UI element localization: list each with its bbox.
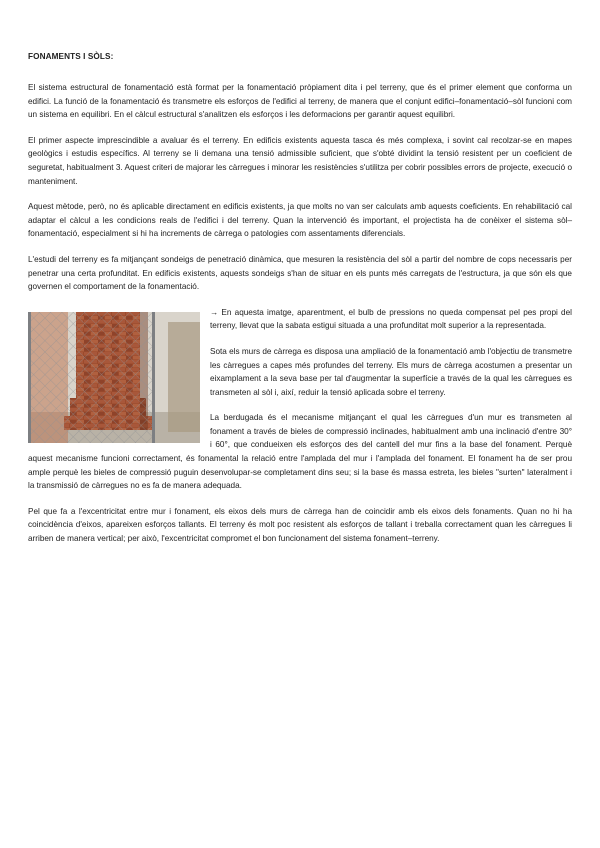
paragraph-7: Pel que fa a l'excentricitat entre mur i fonament, els eixos dels murs de càrrega han de coincidir amb els eixos dels fonaments. Quan no hi ha coincidència d'eixos, apareixen esforços tallants. El terreny és molt poc resistent als esforços de tallant i treballa correctament quan les càrregues li arriben de manera vertical; per això, l'excentricitat compromet el bon funcionament del sistema fonament–terreny. [28, 506, 572, 544]
figure-caption: → En aquesta imatge, aparentment, el bulb de pressions no queda compensat pel pes propi del terreny, llevat que la sabata estigui situada a una profunditat molt superior a la representada. [210, 307, 572, 331]
figure-section [28, 306, 572, 505]
brick-wall-fence-image [28, 312, 200, 443]
page-title: FONAMENTS I SÒLS: [28, 52, 114, 61]
brick-foundation-photo [28, 312, 200, 443]
paragraph-4: L'estudi del terreny es fa mitjançant sondeigs de penetració dinàmica, que mesuren la resistència del sòl a partir del nombre de cops necessaris per penetrar una certa profunditat. En edificis existents, aquests sondeigs s'han de situar en els punts més carregats de l'estructura, ja que són els que governen el comportament de la fonamentació. [28, 254, 572, 292]
paragraph-1: El sistema estructural de fonamentació està format per la fonamentació pròpiament dita i pel terreny, que és el primer element que conforma un edifici. La funció de la fonamentació és transmetre els esforços de l'edifici al terreny, de manera que el conjunt edifici–fonamentació–sòl funcioni com un sistema en equilibri. En el càlcul estructural s'analitzen els esforços i les deformacions per garantir aquest equilibri. [28, 83, 572, 120]
paragraph-6: La berdugada és el mecanisme mitjançant el qual les càrregues d'un mur es transmeten al fonament a través de bieles de compressió inclinades, habitualment amb una inclinació d'entre 30° i 60°, que condueixen els esforços des del cantell del mur fins a la base del fonament. Perquè aquest mecanisme funcioni correctament, és fonamental la relació entre l'amplada del mur i l'amplada del fonament. El fonament ha de ser prou ample perquè les bieles de compressió puguin desenvolupar-se completament dins seu; si la base és massa estreta, les bieles "surten" lateralment i la transmissió de càrregues no es fa de manera adequada. [28, 413, 572, 491]
paragraph-5: Sota els murs de càrrega es disposa una ampliació de la fonamentació amb l'objectiu de transmetre les càrregues a capes més profundes del terreny. Els murs de càrrega acostumen a presentar un eixamplament a la seva base per tal d'augmentar la superfície a través de la qual les càrregues es transmeten al sòl i, així, reduir la tensió aplicada sobre el terreny. [210, 346, 573, 397]
document-page [28, 52, 572, 558]
paragraph-3: Aquest mètode, però, no és aplicable directament en edificis existents, ja que molts no van ser calculats amb aquests coeficients. En rehabilitació cal adaptar el càlcul a les condicions reals de l'edifici i del terreny. Quan la intervenció és important, el projectista ha de conèixer el sistema sòl–fonamentació, especialment si hi ha increments de càrrega o patologies com assentaments diferencials. [28, 202, 572, 239]
paragraph-2: El primer aspecte imprescindible a avaluar és el terreny. En edificis existents aquesta tasca és més complexa, i sovint cal recolzar-se en mapes geològics i estudis específics. Al terreny se li demana una tensió admissible suficient, que s'obté dividint la tensió resistent per un coeficient de seguretat, habitualment 3. Aquest criteri de majorar les càrregues i minorar les resistències s'utilitza per cobrir possibles errors de projecte, execució o manteniment. [28, 135, 573, 186]
